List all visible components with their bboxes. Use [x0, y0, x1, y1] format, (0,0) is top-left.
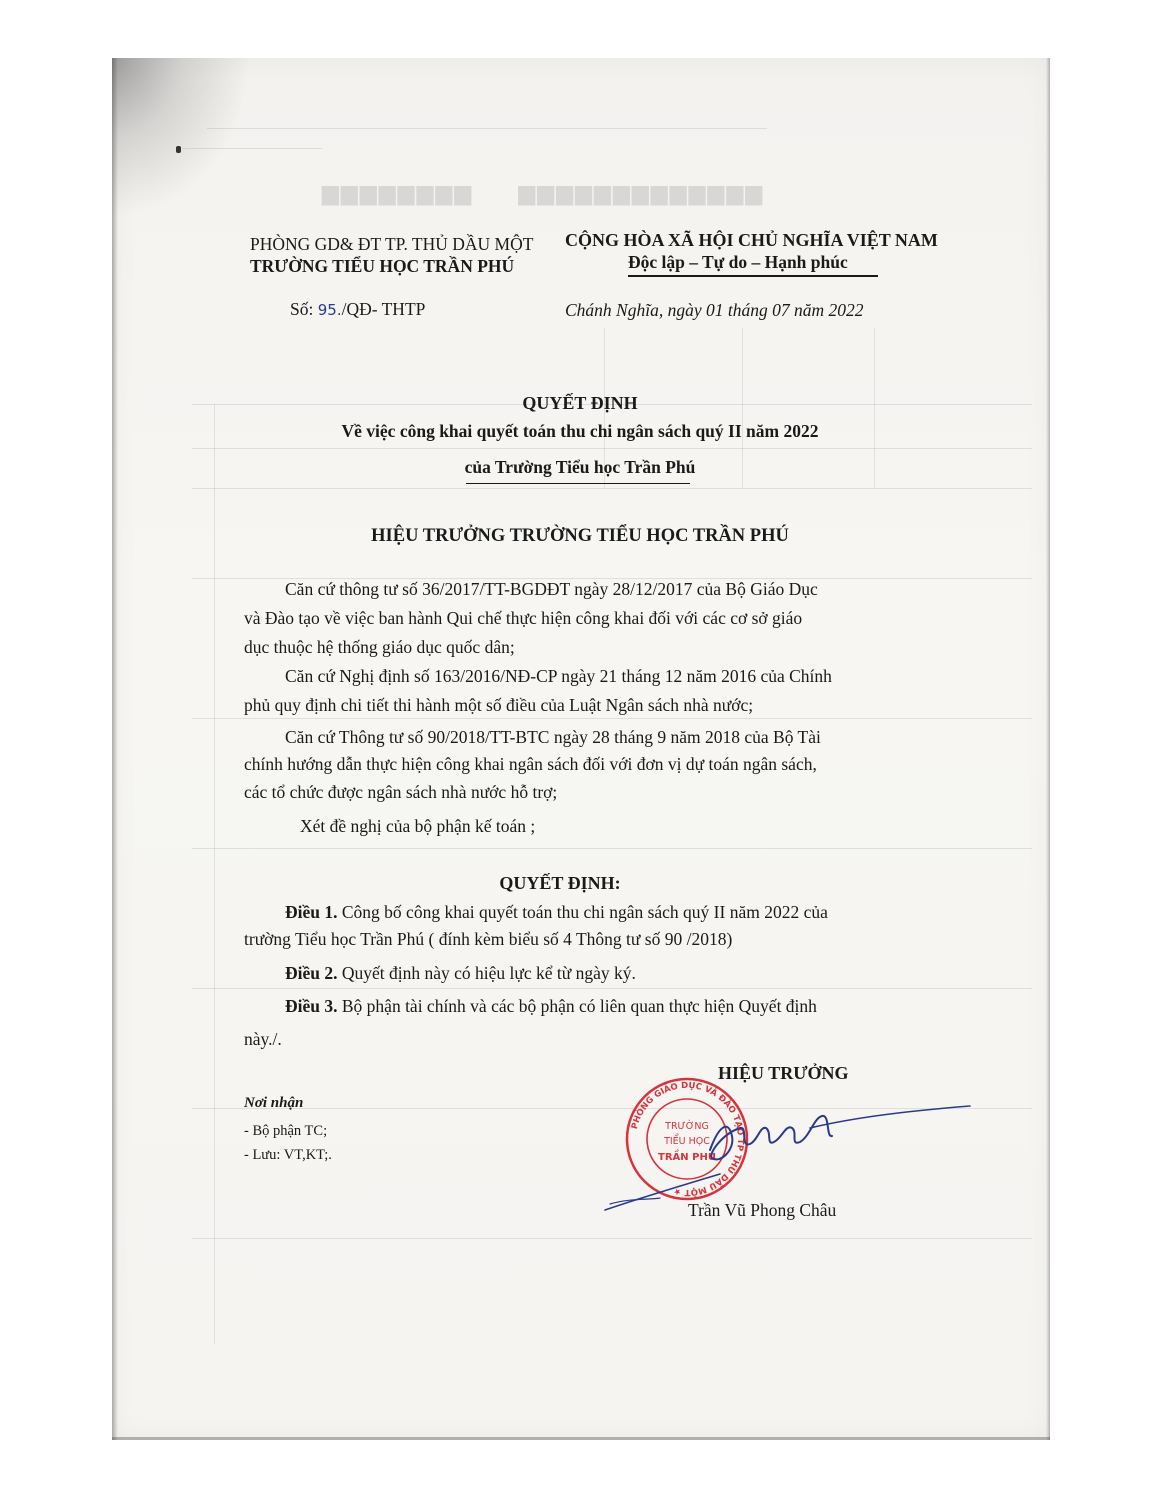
- issuing-agency: PHÒNG GD& ĐT TP. THỦ DẦU MỘT: [250, 234, 534, 254]
- national-title: CỘNG HÒA XÃ HỘI CHỦ NGHĨA VIỆT NAM: [565, 230, 938, 250]
- show-through: [192, 488, 1032, 489]
- handwritten-signature-icon: [600, 1088, 980, 1218]
- show-through: [192, 848, 1032, 849]
- school-name: TRƯỜNG TIỂU HỌC TRẦN PHÚ: [250, 256, 515, 276]
- page-edge: [112, 1437, 1050, 1440]
- page-edge: [112, 58, 118, 1440]
- preamble-3: Căn cứ Thông tư số 90/2018/TT-BTC ngày 28 tháng 9 năm 2018 của Bộ Tài: [285, 727, 821, 747]
- show-through: [192, 718, 1032, 719]
- document-subject-line2: của Trường Tiểu học Trần Phú: [464, 457, 696, 477]
- svg-text:TRẦN PHÚ: TRẦN PHÚ: [658, 1152, 716, 1163]
- show-through: [874, 328, 875, 488]
- document-title: QUYẾT ĐỊNH: [522, 393, 638, 413]
- preamble-2: Căn cứ Nghị định số 163/2016/NĐ-CP ngày 21 tháng 12 năm 2016 của Chính: [285, 666, 832, 686]
- preamble-2-cont: phủ quy định chi tiết thi hành một số điều của Luật Ngân sách nhà nước;: [244, 695, 754, 715]
- document-subject: Về việc công khai quyết toán thu chi ngân sách quý II năm 2022: [341, 421, 819, 441]
- subject-underline: [466, 483, 690, 484]
- signer-title: HIỆU TRƯỞNG: [718, 1063, 849, 1083]
- article-1-cont: trường Tiểu học Trần Phú ( đính kèm biểu số 4 Thông tư số 90 /2018): [244, 929, 733, 949]
- svg-text:TRƯỜNG: TRƯỜNG: [665, 1121, 709, 1132]
- article-2-text: Quyết định này có hiệu lực kể từ ngày ký.: [337, 963, 636, 983]
- preamble-1-cont: dục thuộc hệ thống giáo dục quốc dân;: [244, 637, 515, 657]
- article-1: [285, 904, 828, 922]
- preamble-1-cont: và Đào tạo về việc ban hành Qui chế thực hiện công khai đối với các cơ sở giáo: [244, 608, 803, 628]
- article-1-label: Điều 1.: [285, 902, 338, 922]
- article-2: [285, 965, 636, 983]
- motto-underline: [628, 275, 878, 277]
- decision-heading: QUYẾT ĐỊNH:: [499, 873, 621, 893]
- page-edge: [1046, 58, 1050, 1440]
- show-through: [192, 988, 1032, 989]
- recipient-item: - Bộ phận TC;: [244, 1123, 328, 1139]
- show-through: [207, 128, 767, 129]
- preamble-1: Căn cứ thông tư số 36/2017/TT-BGDĐT ngày 28/12/2017 của Bộ Giáo Dục: [285, 579, 818, 599]
- show-through: [182, 148, 322, 149]
- svg-text:TIỂU HỌC: TIỂU HỌC: [664, 1136, 710, 1147]
- place-date: Chánh Nghĩa, ngày 01 tháng 07 năm 2022: [565, 300, 864, 320]
- number-suffix: /QĐ- THTP: [341, 299, 426, 319]
- show-through: [192, 1238, 1032, 1239]
- recipients-heading: Nơi nhận: [244, 1095, 304, 1111]
- document-number: [290, 301, 425, 319]
- article-2-label: Điều 2.: [285, 963, 338, 983]
- article-3: [285, 998, 817, 1016]
- national-motto: Độc lập – Tự do – Hạnh phúc: [628, 252, 848, 272]
- preamble-4: Xét đề nghị của bộ phận kế toán ;: [300, 816, 536, 836]
- show-through: ▆▆▆▆▆▆▆▆ ▆▆▆▆▆▆▆▆▆▆▆▆▆: [322, 180, 765, 205]
- number-prefix: Số:: [290, 299, 314, 319]
- show-through: [214, 404, 215, 1344]
- signer-name: Trần Vũ Phong Châu: [688, 1200, 837, 1220]
- article-1-text: Công bố công khai quyết toán thu chi ngân sách quý II năm 2022 của: [337, 902, 828, 922]
- recipient-item: - Lưu: VT,KT;.: [244, 1147, 332, 1163]
- preamble-3-cont: chính hướng dẫn thực hiện công khai ngân sách đối với đơn vị dự toán ngân sách,: [244, 754, 817, 774]
- scan-shadow: [112, 58, 252, 218]
- handwritten-number: 95.: [317, 301, 342, 319]
- article-3-label: Điều 3.: [285, 996, 338, 1016]
- article-3-cont: này./.: [244, 1029, 282, 1049]
- scan-speck: [176, 146, 181, 153]
- svg-text:PHÒNG GIÁO DỤC VÀ ĐÀO TẠO TP T: PHÒNG GIÁO DỤC VÀ ĐÀO TẠO TP THỦ DẦU MỘT ★: [630, 1080, 746, 1198]
- article-3-text: Bộ phận tài chính và các bộ phận có liên quan thực hiện Quyết định: [337, 996, 817, 1016]
- show-through: [192, 448, 1032, 449]
- issuing-authority: HIỆU TRƯỞNG TRƯỜNG TIỂU HỌC TRẦN PHÚ: [371, 526, 789, 546]
- preamble-3-cont: các tổ chức được ngân sách nhà nước hỗ trợ;: [244, 782, 558, 802]
